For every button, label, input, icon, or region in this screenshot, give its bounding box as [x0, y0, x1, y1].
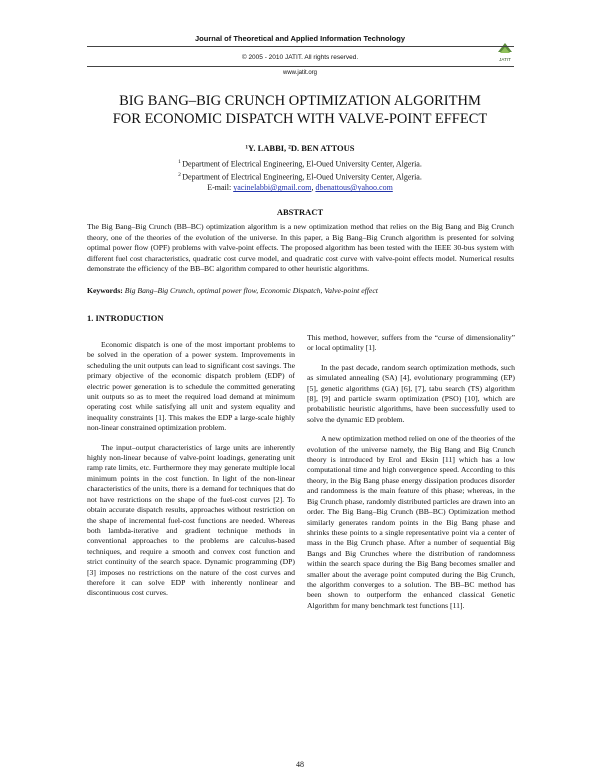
abstract-text: The Big Bang–Big Crunch (BB–BC) optimization algorithm is a new optimization method that relies on the Big Bang and Big Crunch theory, one of the theories of the evolution of the universe. In this paper, a Big Bang–Big Crunch algorithm is presented for solving optimal power flow (OPF) problems with valve-point effects. The proposed algorithm has been tested with the IEEE 30-bus system with different fuel cost characteristics, quadratic cost curve model, and quadratic cost curve with valve-point effects model. Numerical results demonstrate the efficiency of the BB–BC algorithm compared to other heuristic algorithms.: [87, 222, 514, 273]
keywords-label: Keywords:: [87, 286, 123, 295]
journal-logo: [496, 40, 514, 64]
keywords: [87, 286, 514, 295]
abstract-heading: ABSTRACT: [276, 207, 324, 217]
journal-url[interactable]: www.jatit.org: [282, 70, 317, 76]
page-number: 48: [296, 760, 304, 769]
journal-name: Journal of Theoretical and Applied Information Technology: [194, 34, 405, 43]
right-paragraph-2: In the past decade, random search optimization methods, such as simulated annealing (SA) [4], evolutionary programming (EP) [5], genetic algorithms (GA) [6], [7], tabu search (TS) algorithm [8], [9] and particle swarm optimization (PSO) [10], which are probabilistic heuristic algorithms, have been successfully used to solve the dynamic ED problem.: [307, 362, 515, 424]
title-line-1: BIG BANG–BIG CRUNCH OPTIMIZATION ALGORITHM: [119, 93, 481, 109]
section-heading-introduction: 1. INTRODUCTION: [87, 313, 164, 323]
keywords-list: Big Bang–Big Crunch, optimal power flow, Economic Dispatch, Valve-point effect: [124, 286, 378, 295]
header-rule-top: [87, 46, 514, 47]
right-paragraph-1: This method, however, suffers from the “curse of dimensionality” or local optimality [1].: [307, 333, 515, 353]
title-line-2: FOR ECONOMIC DISPATCH WITH VALVE-POINT EFFECT: [112, 111, 488, 127]
header-rule-bottom: [87, 66, 514, 67]
left-column: [87, 340, 295, 608]
email-label: E-mail:: [207, 183, 232, 193]
right-column: [307, 333, 515, 620]
paper-title: [60, 92, 540, 128]
email-separator: ,: [311, 183, 314, 193]
email-line: [0, 182, 600, 193]
right-paragraph-3: A new optimization method relied on one of the theories of the evolution of the universe namely, the Big Bang and Big Crunch theory is introduced by Erol and Eksin [11] which has a low computational time and high convergence speed. According to this theory, in the Big Bang phase energy dissipation produces disorder and randomness is the main feature of this phase; whereas, in the Big Crunch phase, randomly distributed particles are drawn into an order. The Big Bang–Big Crunch (BB–BC) Optimization method similarly generates random points in the Big Bang phase and shrinks these points to a single representative point via a center of mass in the Big Crunch phase. After a number of sequential Big Bangs and Big Crunches where the distribution of randomness within the search space during the Big Bang becomes smaller and smaller about the average point computed during the Big Crunch, the algorithm converges to a solution. The BB–BC method has been shown to outperform the enhanced classical Genetic Algorithm for many benchmark test functions [11].: [307, 434, 515, 610]
logo-text: JATIT: [499, 57, 511, 62]
affiliation-2: $^2$ Department of Electrical Engineering, El-Oued University Center, Algeria.: [178, 171, 422, 182]
email-link-2[interactable]: dbenattous@yahoo.com: [315, 183, 393, 193]
email-link-1[interactable]: yacinelabbi@gmail.com: [233, 183, 312, 193]
authors: ¹Y. LABBI, ²D. BEN ATTOUS: [245, 143, 355, 153]
copyright-line: © 2005 - 2010 JATIT. All rights reserved.: [241, 54, 359, 61]
left-paragraph-2: The input–output characteristics of large units are inherently highly non-linear because of valve-point loadings, generating unit ramp rate limits, etc. Furthermore they may generate multiple local minimum points in the cost function. In light of the non-linear characteristics of the units, there is a demand for techniques that do not have restrictions on the shape of the fuel-cost curves [2]. To obtain accurate dispatch results, approaches without restriction on the shape of incremental fuel-cost functions are needed. Whereas both lambda-iterative and gradient technique methods in conventional approaches to the problems are calculus-based techniques, and require a smooth and convex cost function and strict continuity of the search space. Dynamic programming (DP) [3] imposes no restrictions on the nature of the cost curves and therefore it can solve EDP with inherently nonlinear and discontinuous cost curves.: [87, 442, 295, 598]
affiliations: [0, 157, 600, 193]
left-paragraph-1: Economic dispatch is one of the most important problems to be solved in the operation of a power system. Improvements in scheduling the unit outputs can lead to significant cost savings. The primary objective of the economic dispatch problem (EDP) of electric power generation is to schedule the committed generating unit outputs so as to meet the required load demand at minimum operating cost while satisfying all unit and system equality and inequality constraints [1]. This makes the EDP a large-scale highly non-linear constrained optimization problem.: [87, 340, 295, 433]
affiliation-1: $^1$ Department of Electrical Engineering, El-Oued University Center, Algeria.: [178, 159, 422, 169]
